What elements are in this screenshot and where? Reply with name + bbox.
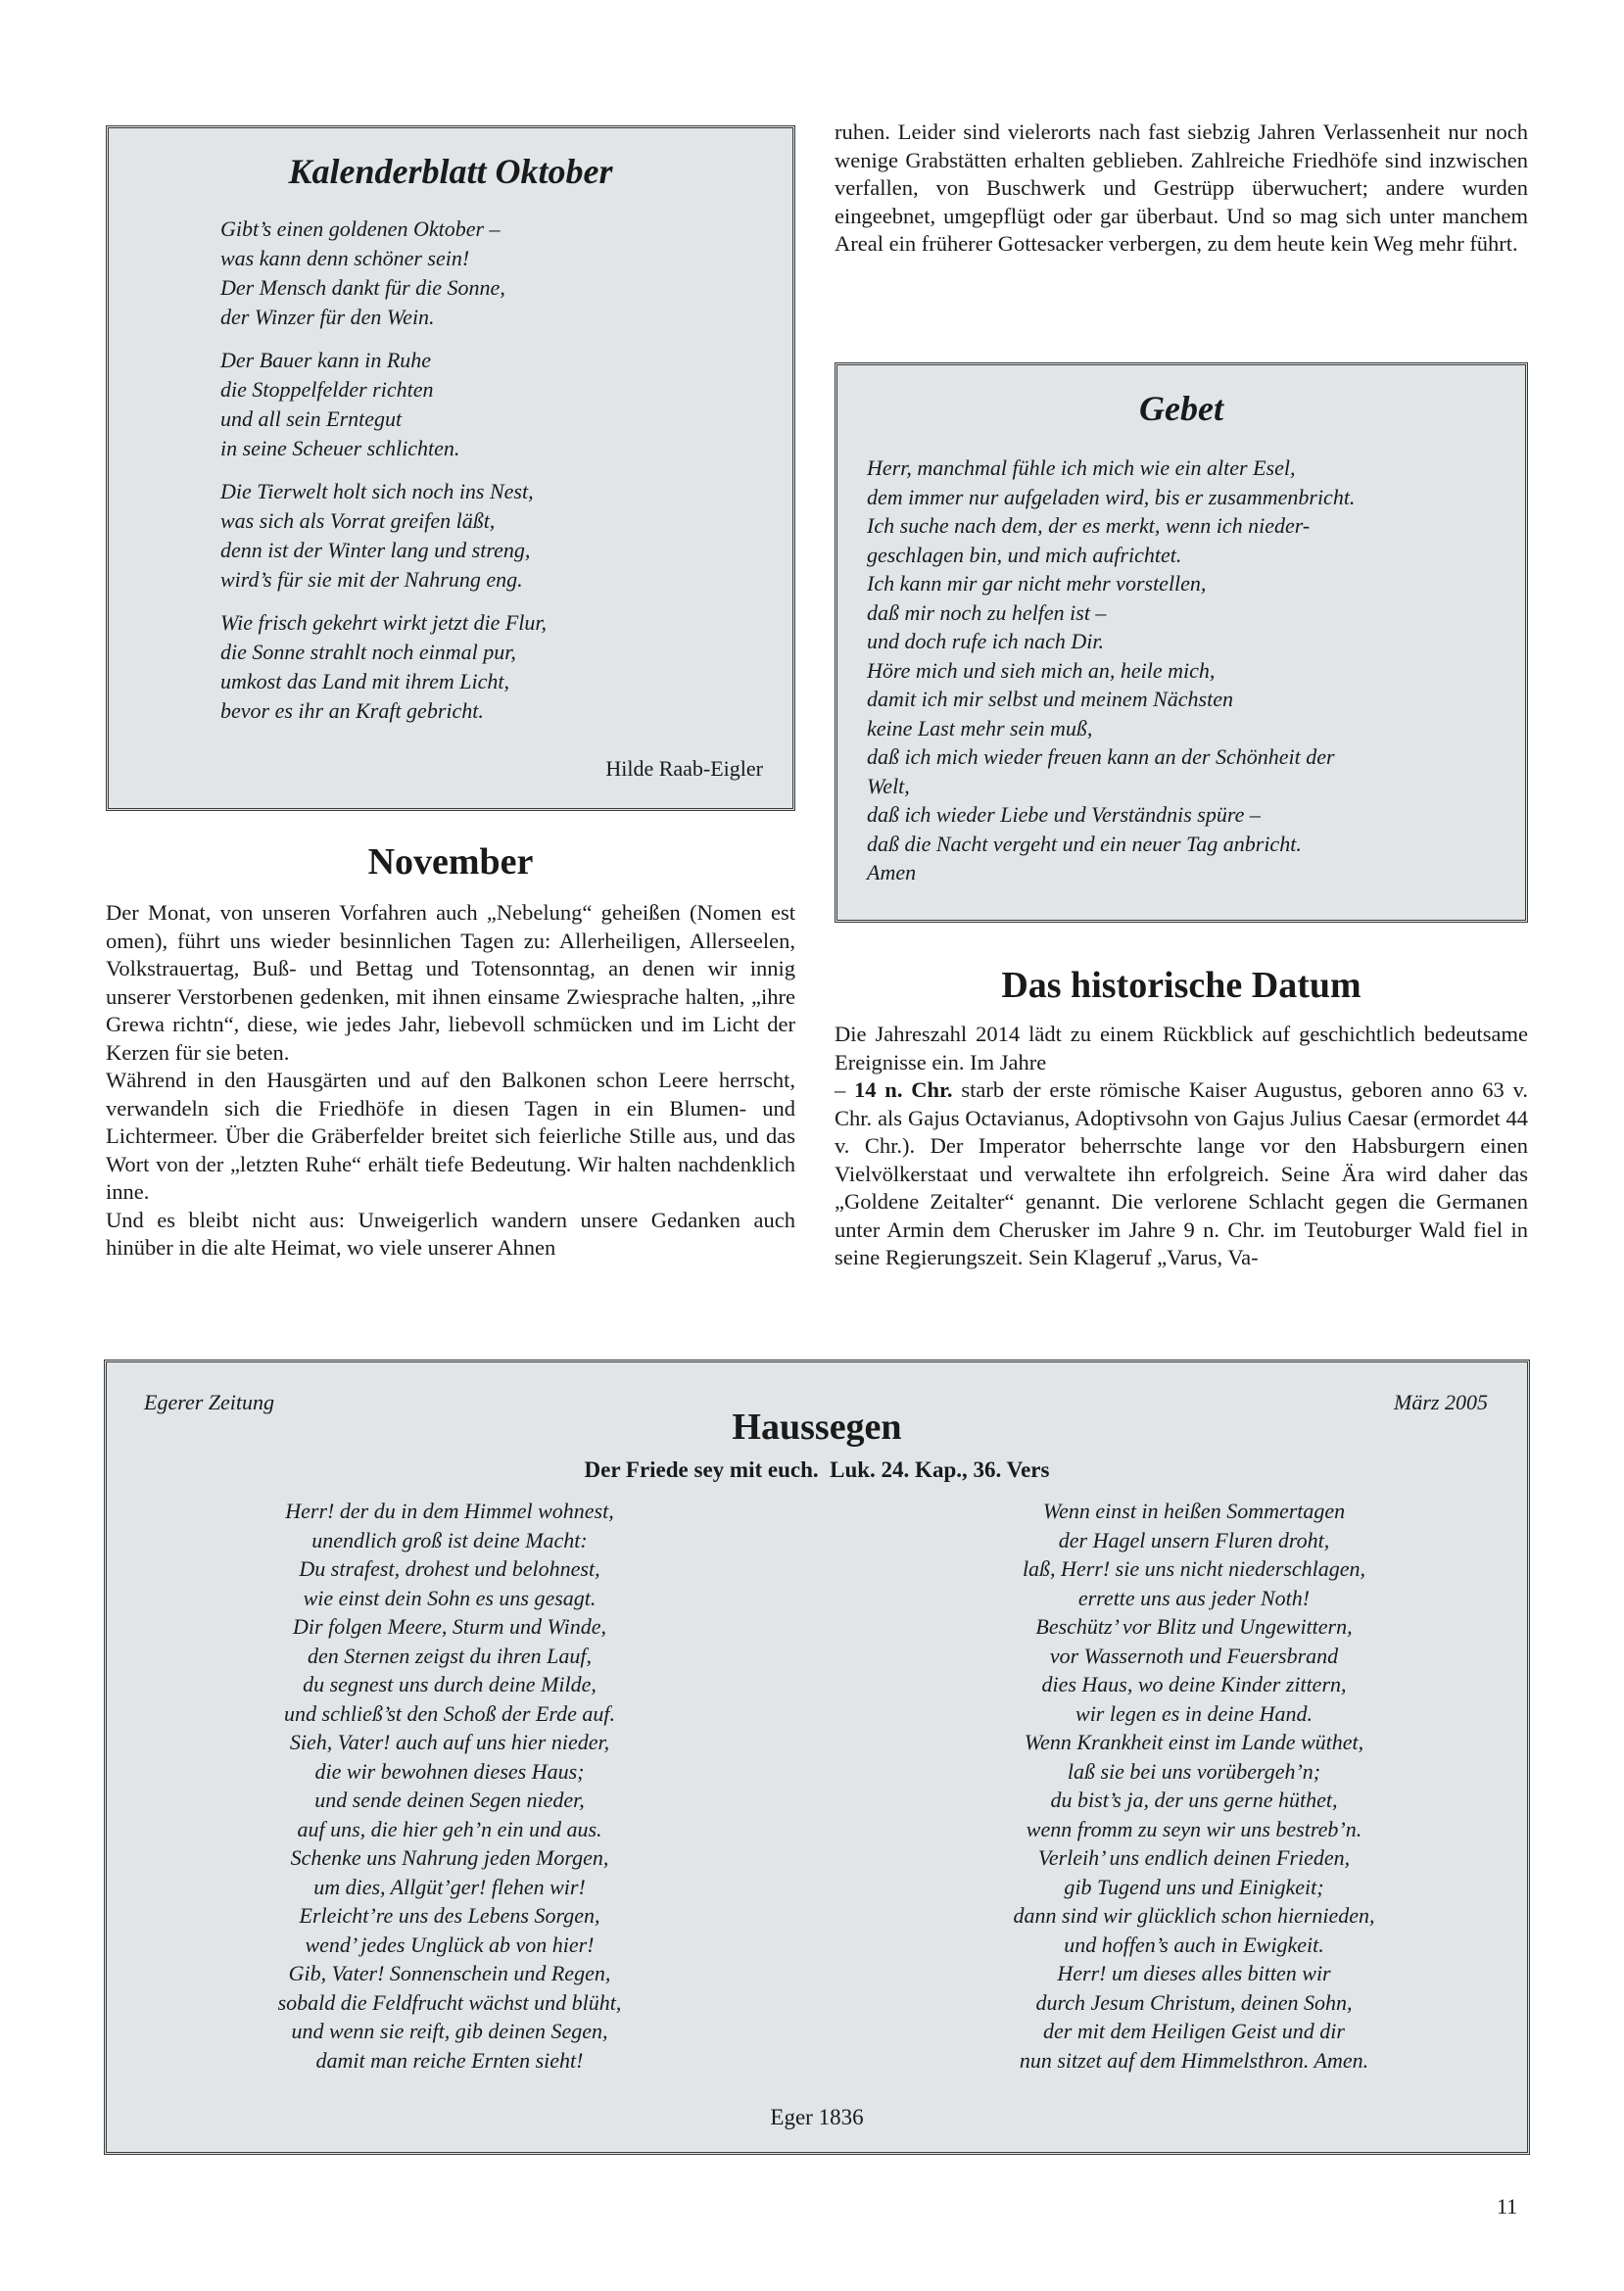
november-continuation (835, 119, 1528, 259)
haussegen-line: wend’ jedes Unglück ab von hier! (305, 1932, 595, 1957)
datum-item (835, 1076, 1528, 1272)
poem-line: Der Bauer kann in Ruhe (220, 348, 432, 372)
haussegen-line: Schenke uns Nahrung jeden Morgen, (290, 1845, 609, 1870)
gebet-title: Gebet (1139, 389, 1223, 428)
haussegen-line: errette uns aus jeder Noth! (1077, 1585, 1311, 1610)
haussegen-line: du segnest uns durch deine Milde, (303, 1672, 597, 1696)
kalender-title: Kalenderblatt Oktober (288, 152, 613, 191)
haussegen-line: dann sind wir glücklich schon hiernieden, (1013, 1903, 1375, 1928)
datum-text (835, 1021, 1528, 1272)
haussegen-line: damit man reiche Ernten sieht! (315, 2047, 584, 2073)
haussegen-line: du bist’s ja, der uns gerne hüthet, (1050, 1788, 1338, 1812)
haussegen-line: auf uns, die hier geh’n ein und aus. (297, 1816, 602, 1841)
haussegen-right-column (890, 1497, 1498, 2075)
haussegen-line: wir legen es in deine Hand. (1075, 1700, 1313, 1726)
haussegen-line: Dir folgen Meere, Sturm und Winde, (293, 1614, 606, 1639)
kalender-poem (220, 215, 547, 740)
poem-line: in seine Scheuer schlichten. (220, 436, 460, 460)
poem-line: was sich als Vorrat greifen läßt, (220, 508, 496, 533)
datum-intro: Die Jahreszahl 2014 lädt zu einem Rückblick auf geschichtlich bedeutsame Ereignisse ein. Im Jahre (835, 1022, 1528, 1074)
gebet-line: daß ich wieder Liebe und Verständnis spüre – (867, 802, 1261, 827)
haussegen-line: sobald die Feldfrucht wächst und blüht, (277, 1989, 622, 2015)
november-title: November (367, 841, 534, 883)
page-number: 11 (1497, 2194, 1518, 2219)
poem-line: die Sonne strahlt noch einmal pur, (220, 640, 516, 664)
haussegen-line: unendlich groß ist deine Macht: (311, 1527, 588, 1552)
datum-item-year: 14 n. Chr. (854, 1077, 953, 1102)
datum-item-prefix: – (835, 1077, 855, 1102)
haussegen-line: Gib, Vater! Sonnenschein und Regen, (288, 1961, 611, 1985)
kalender-stanza (220, 477, 547, 595)
gebet-line: dem immer nur aufgeladen wird, bis er zusammenbricht. (867, 484, 1356, 509)
haussegen-line: wenn fromm zu seyn wir uns bestreb’n. (1026, 1816, 1362, 1841)
haussegen-line: Erleicht’re uns des Lebens Sorgen, (299, 1903, 600, 1928)
poem-line: Gibt’s einen goldenen Oktober – (220, 216, 501, 241)
november-paragraph: Der Monat, von unseren Vorfahren auch „Nebelung“ geheißen (Nomen est omen), führt uns wieder besinnlichen Tagen zu: Allerheiligen, Allerseelen, Volkstrauertag, Buß- und Bettag und Totensonntag, an denen wir innig unserer Verstorbenen gedenken, mit ihnen einsame Zwiesprache halten, „ihre Grewa richtn“, diese, wie jedes Jahr, liebevoll schmücken und im Licht der Kerzen für sie beten. (106, 900, 795, 1065)
haussegen-left-column (146, 1497, 753, 2075)
haussegen-line: Herr! um dieses alles bitten wir (1057, 1961, 1331, 1985)
datum-title: Das historische Datum (1001, 965, 1361, 1006)
gebet-text (867, 453, 1355, 887)
haussegen-line: laß sie bei uns vorübergeh’n; (1067, 1758, 1321, 1784)
poem-line: die Stoppelfelder richten (220, 377, 434, 402)
gebet-line: Ich kann mir gar nicht mehr vorstellen, (867, 571, 1207, 596)
haussegen-footer: Eger 1836 (770, 2105, 864, 2129)
haussegen-line: der mit dem Heiligen Geist und dir (1043, 2019, 1345, 2043)
haussegen-line: laß, Herr! sie uns nicht niederschlagen, (1022, 1556, 1366, 1581)
poem-line: wird’s für sie mit der Nahrung eng. (220, 567, 523, 592)
haussegen-line: und sende deinen Segen nieder, (314, 1788, 585, 1812)
datum-item-text: starb der erste römische Kaiser Augustus, geboren anno 63 v. Chr. als Gajus Octavianus, Adoptivsohn von Gajus Julius Caesar (ermordet 44 v. Chr.). Der Imperator beherrschte lange vor den Habsburgern einen Vielvölkerstaat und verwaltete ihn erfolgreich. Seine Ära wird daher das „Goldene Zeitalter“ genannt. Die verlorene Schlacht gegen die Germanen unter Armin dem Cherusker im Jahre 9 n. Chr. im Teutoburger Wald fiel in seine Regierungszeit. Sein Klageruf „Varus, Va- (835, 1077, 1528, 1269)
haussegen-line: die wir bewohnen dieses Haus; (314, 1758, 585, 1784)
haussegen-line: Verleih’ uns endlich deinen Frieden, (1037, 1845, 1351, 1870)
haussegen-line: den Sternen zeigst du ihren Lauf, (307, 1643, 593, 1668)
haussegen-source: Egerer Zeitung (144, 1390, 274, 1414)
haussegen-line: und wenn sie reift, gib deinen Segen, (291, 2019, 608, 2043)
haussegen-box (104, 1360, 1530, 2155)
haussegen-line: Herr! der du in dem Himmel wohnest, (285, 1499, 614, 1523)
haussegen-line: und hoffen’s auch in Ewigkeit. (1064, 1932, 1324, 1957)
poem-line: Der Mensch dankt für die Sonne, (220, 275, 505, 300)
gebet-line: Amen (867, 860, 917, 884)
haussegen-line: dies Haus, wo deine Kinder zittern, (1041, 1672, 1347, 1696)
haussegen-line: um dies, Allgüt’ger! flehen wir! (313, 1874, 586, 1899)
poem-line: Die Tierwelt holt sich noch ins Nest, (220, 479, 534, 503)
gebet-line: keine Last mehr sein muß, (867, 715, 1093, 740)
haussegen-line: nun sitzet auf dem Himmelsthron. Amen. (1019, 2047, 1369, 2073)
gebet-line: damit ich mir selbst und meinem Nächsten (867, 687, 1233, 711)
haussegen-title: Haussegen (732, 1407, 902, 1448)
haussegen-subtitle: Der Friede sey mit euch. Luk. 24. Kap., 36. Vers (584, 1457, 1050, 1482)
gebet-line: Welt, (867, 773, 910, 798)
haussegen-line: Du strafest, drohest und belohnest, (299, 1556, 600, 1581)
poem-line: umkost das Land mit ihrem Licht, (220, 669, 509, 693)
poem-line: Wie frisch gekehrt wirkt jetzt die Flur, (220, 610, 548, 635)
poem-line: denn ist der Winter lang und streng, (220, 538, 531, 562)
haussegen-line: und schließ’st den Schoß der Erde auf. (284, 1700, 615, 1726)
november-paragraph: Und es bleibt nicht aus: Unweigerlich wandern unsere Gedanken auch hinüber in die alte Heimat, wo viele unserer Ahnen (106, 1207, 795, 1260)
haussegen-line: Sieh, Vater! auch auf uns hier nieder, (289, 1730, 610, 1754)
haussegen-line: gib Tugend uns und Einigkeit; (1064, 1874, 1324, 1899)
haussegen-line: Wenn einst in heißen Sommertagen (1042, 1499, 1346, 1523)
poem-line: bevor es ihr an Kraft gebricht. (220, 698, 484, 723)
kalender-author: Hilde Raab-Eigler (605, 756, 763, 781)
haussegen-line: vor Wassernoth und Feuersbrand (1049, 1643, 1339, 1668)
kalender-stanza (220, 608, 547, 726)
poem-line: und all sein Erntegut (220, 406, 403, 431)
kalender-box (106, 125, 795, 811)
gebet-line: daß ich mich wieder freuen kann an der Schönheit der (867, 744, 1335, 769)
gebet-line: Ich suche nach dem, der es merkt, wenn ich nieder- (867, 513, 1311, 538)
kalender-stanza (220, 346, 547, 463)
haussegen-line: wie einst dein Sohn es uns gesagt. (303, 1585, 597, 1610)
gebet-line: daß die Nacht vergeht und ein neuer Tag anbricht. (867, 831, 1302, 856)
poem-line: was kann denn schöner sein! (220, 246, 470, 270)
haussegen-line: Beschütz’ vor Blitz und Ungewittern, (1035, 1614, 1353, 1639)
gebet-line: und doch rufe ich nach Dir. (867, 629, 1104, 653)
poem-line: der Winzer für den Wein. (220, 305, 435, 329)
gebet-line: Höre mich und sieh mich an, heile mich, (867, 657, 1216, 683)
continuation-paragraph: ruhen. Leider sind vielerorts nach fast siebzig Jahren Verlassenheit nur noch wenige Grabstätten erhalten geblieben. Zahlreiche Friedhöfe sind inzwischen verfallen, von Buschwerk und Gestrüpp überwuchert; andere wurden eingeebnet, umgepflügt oder gar überbaut. Und so mag sich unter manchem Areal ein früherer Gottesacker verbergen, zu dem heute kein Weg mehr führt. (835, 119, 1528, 256)
haussegen-line: durch Jesum Christum, deinen Sohn, (1035, 1989, 1353, 2015)
gebet-line: daß mir noch zu helfen ist – (867, 599, 1107, 625)
haussegen-line: Wenn Krankheit einst im Lande wüthet, (1024, 1730, 1364, 1754)
haussegen-date: März 2005 (1394, 1390, 1488, 1414)
gebet-line: Herr, manchmal fühle ich mich wie ein alter Esel, (867, 455, 1296, 480)
november-text (106, 899, 795, 1263)
november-paragraph: Während in den Hausgärten und auf den Balkonen schon Leere herrscht, verwandeln sich die Friedhöfe in diesen Tagen in ein Blumen- und Lichtermeer. Über die Gräberfelder breitet sich feierliche Stille aus, und das Wort von der „letzten Ruhe“ erhält tiefe Bedeutung. Wir halten nachdenklich inne. (106, 1068, 795, 1204)
kalender-stanza (220, 215, 547, 332)
haussegen-line: der Hagel unsern Fluren droht, (1058, 1527, 1330, 1552)
gebet-box (835, 362, 1528, 923)
gebet-line: geschlagen bin, und mich aufrichtet. (867, 542, 1182, 567)
